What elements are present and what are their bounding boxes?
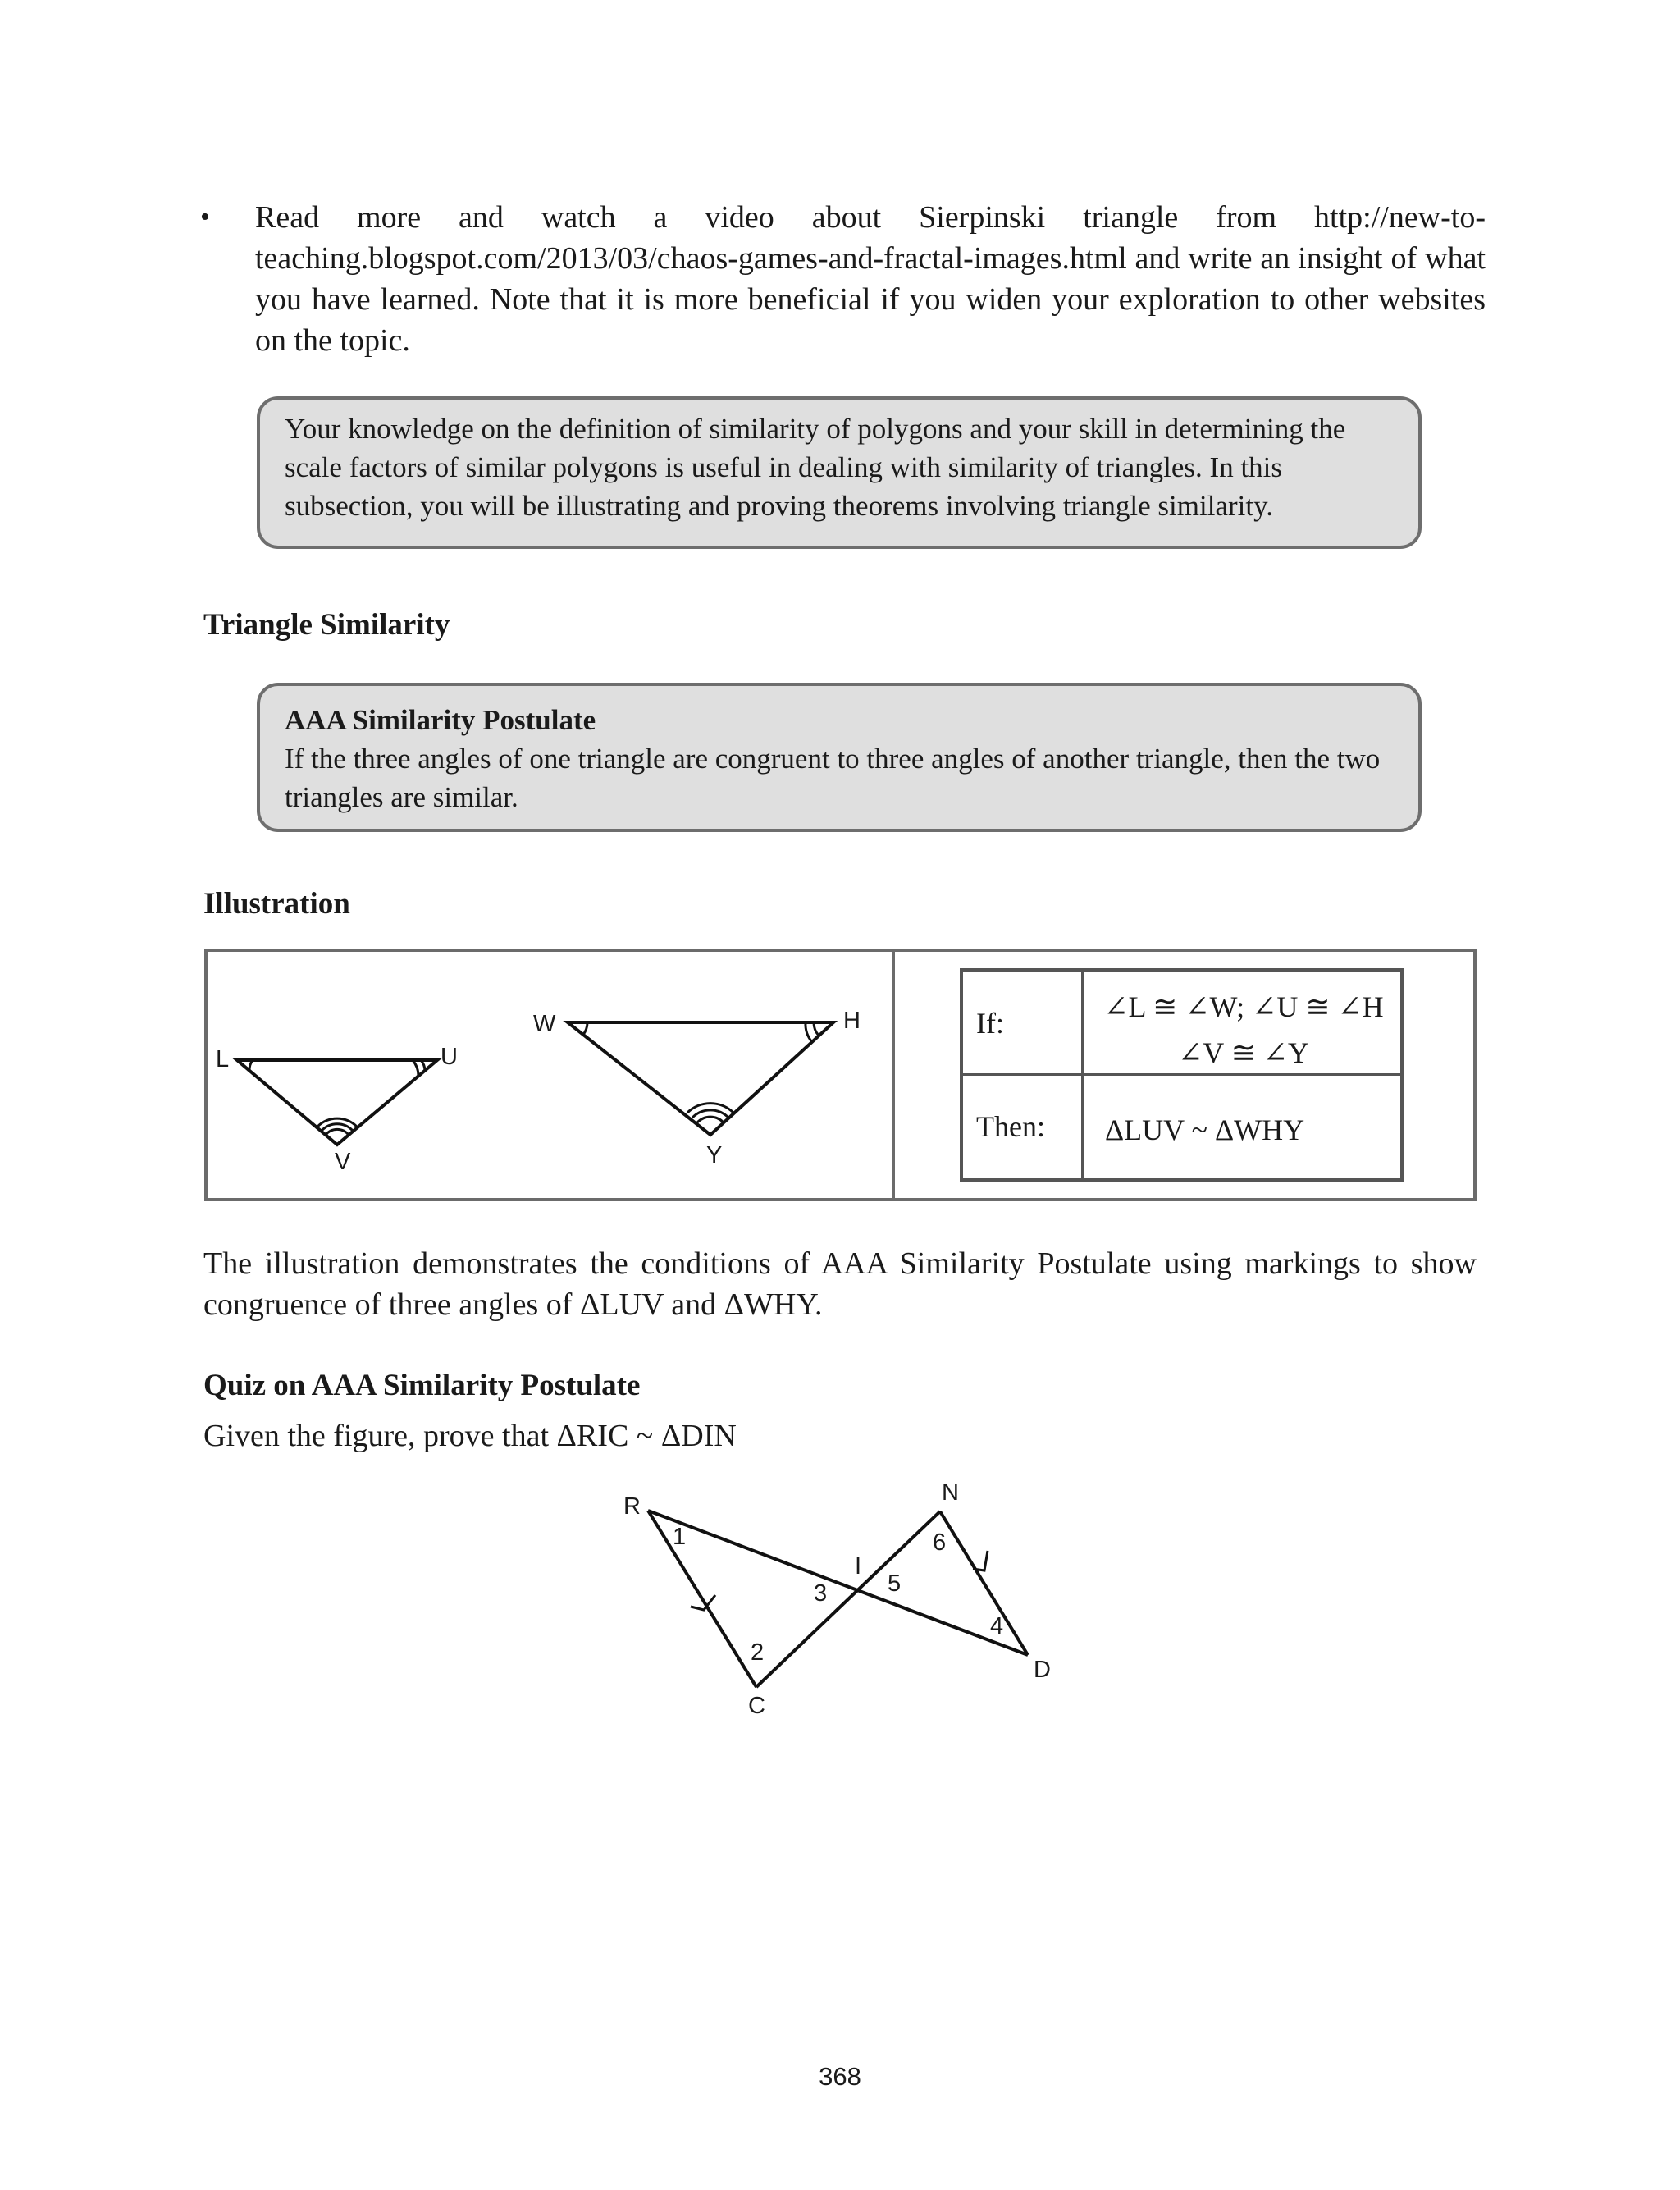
label-v: V (335, 1149, 351, 1175)
segment-cn (756, 1511, 940, 1687)
illustration-heading: Illustration (203, 887, 350, 921)
label-r: R (623, 1493, 641, 1520)
bullet-symbol: • (200, 202, 210, 232)
postulate-title: AAA Similarity Postulate (285, 704, 596, 736)
if-value-line2: ∠V ≅ ∠Y (1178, 1036, 1309, 1069)
page-number: 368 (819, 2062, 861, 2091)
then-value: ΔLUV ~ ΔWHY (1105, 1113, 1305, 1146)
label-u: U (441, 1044, 458, 1070)
angle-number-4: 4 (990, 1613, 1004, 1639)
label-w: W (533, 1011, 556, 1037)
bullet-text: Read more and watch a video about Sierpinski triangle from http://new-to-teaching.blogspot.com/2013/03/chaos-games-and-fractal-images.html and write an insight of what you have learned. Note that it is more beneficial if you widen your exploration to other websites on the topic. (255, 200, 1486, 358)
angle-number-1: 1 (673, 1524, 687, 1550)
label-i: I (855, 1553, 862, 1580)
then-label: Then: (976, 1110, 1045, 1143)
segment-rc (648, 1511, 756, 1687)
angle-number-3: 3 (814, 1580, 828, 1607)
if-label: If: (976, 1007, 1004, 1040)
intro-box-text: Your knowledge on the definition of similarity of polygons and your skill in determining the scale factors of similar polygons is useful in dealing with similarity of triangles. In this subsection, you will be illustrating and proving theorems involving triangle similarity. (285, 413, 1346, 522)
section-heading: Triangle Similarity (203, 608, 450, 642)
segment-rd (648, 1511, 1028, 1655)
explanation-text: The illustration demonstrates the conditions of AAA Similarity Postulate using markings to show congruence of three angles of ΔLUV and ΔWHY. (203, 1246, 1477, 1322)
label-h: H (843, 1008, 861, 1034)
quiz-prompt: Given the figure, prove that ΔRIC ~ ΔDIN (203, 1419, 737, 1453)
label-c: C (748, 1693, 765, 1719)
segment-nd (940, 1511, 1028, 1655)
angle-number-6: 6 (933, 1529, 947, 1556)
angle-number-5: 5 (888, 1570, 902, 1597)
quiz-heading: Quiz on AAA Similarity Postulate (203, 1369, 641, 1402)
if-value-line1: ∠L ≅ ∠W; ∠U ≅ ∠H (1103, 990, 1384, 1023)
label-d: D (1034, 1657, 1051, 1683)
label-l: L (216, 1046, 230, 1072)
postulate-text: If the three angles of one triangle are congruent to three angles of another triangle, then the two triangles are similar. (285, 743, 1381, 813)
label-y: Y (706, 1142, 723, 1168)
angle-number-2: 2 (751, 1639, 765, 1666)
label-n: N (942, 1479, 959, 1506)
